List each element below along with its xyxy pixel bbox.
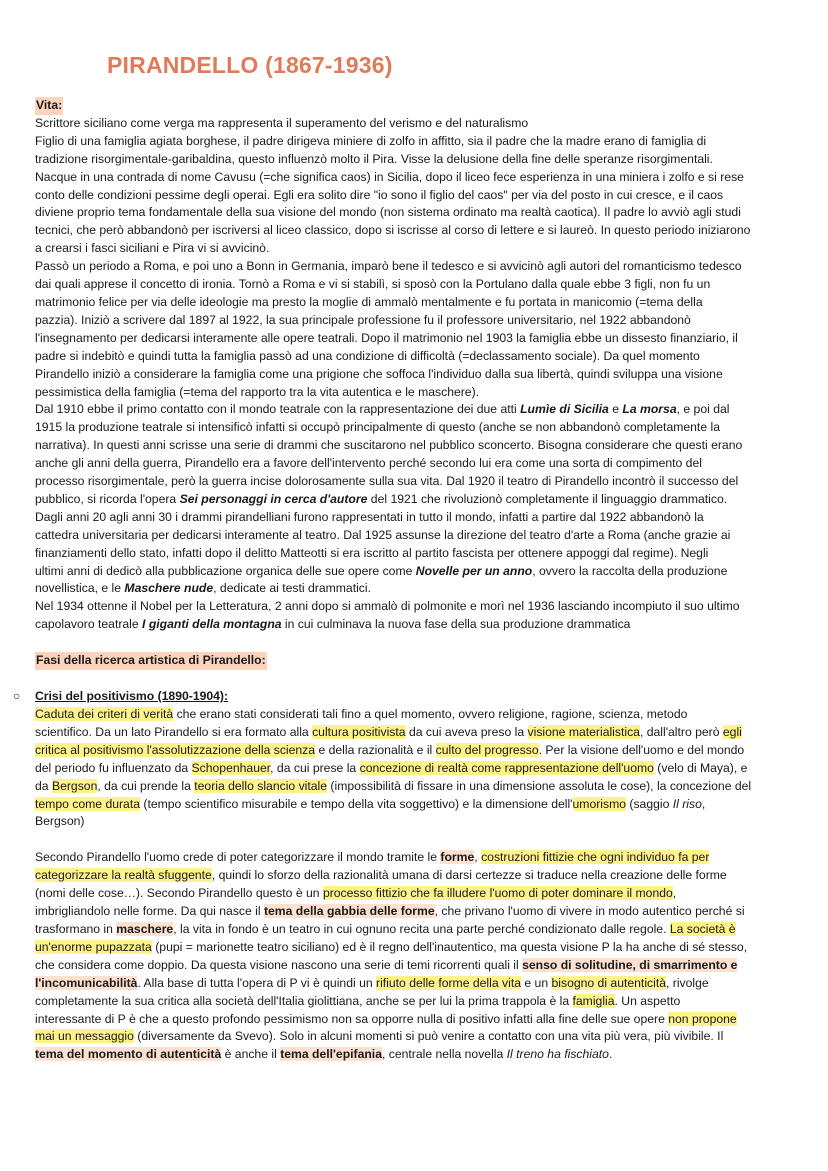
highlighted-text: tempo come durata — [35, 796, 141, 811]
bullet-circle-icon: ○ — [13, 689, 21, 704]
text-segment: anche gli anni della guerra, Pirandello era a favore dell'intervento perché secondo lui era come una sorta di compimento del — [35, 456, 702, 471]
text-segment: imbrigliandolo nelle forme. Da qui nasce il — [35, 904, 264, 919]
text-line — [35, 1011, 825, 1029]
text-segment: (diversamente da Svevo). Solo in alcuni momenti si può venire a contatto con una vita più vera, più vivibile. Il — [133, 1029, 724, 1044]
fasi-heading: Fasi della ricerca artistica di Pirandello: — [35, 652, 267, 670]
text-line — [35, 258, 825, 276]
text-line — [35, 222, 825, 240]
text-segment: . Alla base di tutta l'opera di P vi è quindi un — [137, 975, 377, 990]
text-segment: pessimistica della famiglia (=tema del rapporto tra la vita autentica e le maschere). — [35, 384, 480, 399]
text-line — [35, 276, 825, 294]
text-line — [35, 706, 825, 724]
text-line — [35, 348, 825, 366]
text-segment: interessante di P è che a questo profondo pessimismo non sa opporre nulla di positivo infatti alla fine delle sue opere — [35, 1011, 669, 1026]
text-segment: padre si indebitò e quindi tutta la famiglia passò ad una condizione di difficoltà (=declassamento sociale). Da quel momento — [35, 348, 700, 363]
text-segment: e un — [520, 975, 552, 990]
text-line — [35, 813, 825, 831]
highlighted-text: La morsa — [622, 402, 677, 417]
text-segment: l'insegnamento per dedicarsi interamente alle opere teatrali. Dopo il matrimonio nel 1903 la famiglia ebbe un dissesto finanziario, il — [35, 330, 738, 345]
text-segment: Dagli anni 20 agli anni 30 i drammi pirandelliani furono rappresentati in tutto il mondo, infatti a partire dal 1922 abbandonò la — [35, 509, 704, 524]
highlighted-text: Bergson — [51, 778, 98, 793]
highlighted-text: senso di solitudine, di smarrimento e — [522, 957, 738, 972]
text-line — [35, 760, 825, 778]
text-segment: , dedicate ai testi drammatici. — [213, 581, 371, 596]
text-line — [35, 545, 825, 563]
text-segment: Dal 1910 ebbe il primo contatto con il mondo teatrale con la rappresentazione dei due atti — [35, 402, 521, 417]
text-segment: 1915 la produzione teatrale si intensificò infatti si occupò principalmente di questo (anche se non abbandonò completamente la — [35, 420, 720, 435]
text-segment: finanziamenti dello stato, infatti dopo il delitto Matteotti si era iscritto al partito fascista per ottenere appoggi dal regime). Negli — [35, 545, 709, 560]
text-line — [35, 294, 825, 312]
highlighted-text: tema del momento di autenticità — [35, 1047, 222, 1062]
text-segment: conto delle condizioni pessime degli operai. Egli era solito dire "io sono il figlio del caos" per via del posto in cui cresce, e il caos — [35, 187, 724, 202]
text-line — [35, 1028, 825, 1046]
text-segment: (pupi = marionette teatro siciliano) ed è il regno dell'inautentico, ma questa visione P la ha anche di sé stesso, — [151, 939, 748, 954]
text-line — [35, 491, 825, 509]
text-line — [35, 366, 825, 384]
text-line — [35, 867, 825, 885]
highlighted-text: rifiuto delle forme della vita — [376, 975, 521, 990]
text-line — [35, 419, 825, 437]
text-segment: Figlio di una famiglia agiata borghese, il padre dirigeva miniere di zolfo in affitto, sia il padre che la madre erano di famiglia di — [35, 133, 707, 148]
text-segment: , la vita in fondo è un teatro in cui ognuno recita una parte perché condizionato dalle regole. — [173, 921, 670, 936]
text-segment: , ovvero la raccolta della produzione — [532, 563, 728, 578]
text-segment: , quindi lo sforzo della razionalità umana di darsi certezze si traduce nella creazione delle forme — [211, 868, 727, 883]
highlighted-text: Il treno ha fischiato — [506, 1047, 609, 1062]
highlighted-text: concezione di realtà come rappresentazione dell'uomo — [359, 760, 654, 775]
highlighted-text: critica al positivismo l'assolutizzazione della scienza — [35, 742, 316, 757]
crisi-heading: Crisi del positivismo (1890-1904): — [35, 689, 229, 704]
text-line — [35, 115, 825, 133]
text-segment: capolavoro teatrale — [35, 617, 143, 632]
text-line — [35, 437, 825, 455]
text-segment: cattedra universitaria per dedicarsi interamente al teatro. Dal 1925 assunse la direzione del teatro d'arte a Roma (anche grazie ai — [35, 527, 731, 542]
text-line — [35, 993, 825, 1011]
text-line — [35, 975, 825, 993]
highlighted-text: maschere — [116, 921, 174, 936]
text-line — [35, 330, 825, 348]
text-segment: che erano stati considerati tali fino a quel momento, ovvero religione, ragione, scienza, metodo — [173, 707, 688, 721]
highlighted-text: culto del progresso — [435, 742, 539, 757]
text-segment: (tempo scientifico misurabile e tempo della vita soggettivo) e la dimensione dell' — [140, 796, 573, 811]
text-segment: Pirandello iniziò a considerare la famiglia come una prigione che soffoca l'individuo dalla sua libertà, quindi sviluppa una visione — [35, 366, 723, 381]
text-segment: Nacque in una contrada di nome Cavusu (=che significa caos) in Sicilia, dopo il liceo fece esperienza in una miniera i zolfo e si rese — [35, 169, 744, 184]
text-line — [35, 903, 825, 921]
text-line — [35, 885, 825, 903]
text-segment: e — [608, 402, 623, 417]
highlighted-text: Caduta dei criteri di verità — [35, 707, 174, 721]
highlighted-text: egli — [722, 724, 742, 739]
vita-paragraph — [35, 115, 825, 634]
text-segment: novellistica, e le — [35, 581, 125, 596]
text-line — [35, 204, 825, 222]
text-line — [35, 509, 825, 527]
highlighted-text: teoria dello slancio vitale — [194, 778, 328, 793]
highlighted-text: famiglia — [572, 993, 615, 1008]
highlighted-text: Il riso — [672, 796, 702, 811]
text-segment: , — [474, 850, 482, 865]
text-segment: diviene proprio tema fondamentale della sua visione del mondo (non sistema ordinato ma realtà caotica). Il padre lo avviò agli studi — [35, 205, 741, 220]
text-segment: Scrittore siciliano come verga ma rappresenta il superamento del verismo e del naturalismo — [35, 115, 529, 130]
text-line — [35, 796, 825, 814]
text-segment: da — [35, 778, 52, 793]
highlighted-text: Sei personaggi in cerca d'autore — [179, 491, 368, 506]
highlighted-text: un'enorme pupazzata — [35, 939, 152, 954]
text-segment: ultimi anni di dedicò alla pubblicazione organica delle sue opere come — [35, 563, 416, 578]
text-segment: . Per la visione dell'uomo e del mondo — [538, 742, 745, 757]
vita-heading: Vita: — [35, 97, 63, 115]
crisi-paragraph — [35, 706, 825, 831]
highlighted-text: forme — [440, 850, 475, 865]
text-line — [35, 598, 825, 616]
text-segment: pazzia). Iniziò a scrivere dal 1897 al 1922, la sua principale professione fu il professore universitario, nel 1922 abbandonò — [35, 312, 691, 327]
text-segment: tradizione risorgimentale-garibaldina, questo influenzò molto il Pira. Visse la delusione della fine delle speranze risorgimentali. — [35, 151, 713, 166]
text-segment: del periodo fu influenzato da — [35, 760, 192, 775]
text-line — [35, 169, 825, 187]
text-line — [35, 939, 825, 957]
page-title: PIRANDELLO (1867-1936) — [107, 52, 393, 78]
highlighted-text: processo fittizio che fa illudere l'uomo di poter dominare il mondo — [322, 886, 673, 901]
text-line — [35, 151, 825, 169]
text-line — [35, 957, 825, 975]
text-segment: completamente la sua critica alla società dell'Italia giolittiana, anche se per lui la prima trappola è la — [35, 993, 573, 1008]
text-segment: del 1921 che rivoluzionò completamente il linguaggio drammatico. — [367, 491, 728, 506]
forme-paragraph — [35, 849, 825, 1064]
text-segment: , dall'altro però — [639, 724, 723, 739]
text-line — [35, 527, 825, 545]
text-line — [35, 401, 825, 419]
highlighted-text: l'incomunicabilità — [35, 975, 138, 990]
text-segment: , da cui prese la — [270, 760, 360, 775]
highlighted-text: Maschere nude — [124, 581, 214, 596]
text-segment: e della razionalità e il — [315, 742, 436, 757]
fasi-heading-row — [35, 652, 825, 670]
text-segment: a crearsi i fasci siciliani e Pira vi si avvicinò. — [35, 241, 270, 256]
text-line — [35, 742, 825, 760]
highlighted-text: cultura positivista — [312, 724, 406, 739]
text-segment: da cui aveva preso la — [405, 724, 528, 739]
text-line — [35, 616, 825, 634]
text-segment: (saggio — [626, 796, 673, 811]
vita-heading-row — [35, 97, 825, 115]
text-segment: che considera come doppio. Da questa visione nascono una serie di temi ricorrenti quali il — [35, 957, 523, 972]
text-line — [35, 187, 825, 205]
highlighted-text: tema dell'epifania — [280, 1047, 382, 1062]
text-segment: Secondo Pirandello l'uomo crede di poter categorizzare il mondo tramite le — [35, 850, 441, 865]
highlighted-text: non propone — [668, 1011, 737, 1026]
text-segment: , — [672, 886, 677, 901]
highlighted-text: umorismo — [572, 796, 627, 811]
highlighted-text: bisogno di autenticità — [551, 975, 666, 990]
text-segment: (nomi delle cose…). Secondo Pirandello questo è un — [35, 886, 323, 901]
text-segment: , rivolge — [666, 975, 709, 990]
text-line — [35, 724, 825, 742]
text-line — [35, 473, 825, 491]
highlighted-text: mai un messaggio — [35, 1029, 134, 1044]
highlighted-text: costruzioni fittizie che ogni individuo fa per — [481, 850, 710, 865]
text-segment: , e poi dal — [676, 402, 730, 417]
text-line — [35, 312, 825, 330]
text-segment: , che privano l'uomo di vivere in modo autentico perché si — [434, 904, 745, 919]
text-line — [35, 580, 825, 598]
text-line — [35, 921, 825, 939]
highlighted-text: categorizzare la realtà sfuggente — [35, 868, 212, 883]
highlighted-text: visione materialistica — [527, 724, 640, 739]
highlighted-text: Novelle per un anno — [415, 563, 533, 578]
text-segment: matrimonio felice per via delle ideologie ma presto la moglie di ammalò mentalmente e fu portata in manicomio (=tema della — [35, 294, 703, 309]
text-line — [35, 849, 825, 867]
text-segment: è anche il — [221, 1047, 281, 1062]
text-segment: , — [701, 796, 706, 811]
text-segment: narrativa). In questi anni scrisse una serie di drammi che suscitarono nel pubblico sconcerto. Bisogna considerare che questi erano — [35, 438, 743, 453]
text-line — [35, 778, 825, 796]
highlighted-text: tema della gabbia delle forme — [263, 904, 435, 919]
text-segment: , da cui prende la — [97, 778, 195, 793]
text-segment: Bergson) — [35, 814, 85, 829]
crisi-section — [13, 688, 825, 831]
text-line — [35, 563, 825, 581]
highlighted-text: Schopenhauer — [191, 760, 271, 775]
text-line — [35, 384, 825, 402]
document-body — [13, 97, 825, 1064]
text-line — [35, 1046, 825, 1064]
text-segment: Nel 1934 ottenne il Nobel per la Letteratura, 2 anni dopo si ammalò di polmonite e morì nel 1936 lasciando incompiuto il suo ultimo — [35, 599, 740, 614]
text-line — [35, 133, 825, 151]
text-segment: . Un aspetto — [614, 993, 681, 1008]
highlighted-text: Lumìe di Sicilia — [520, 402, 609, 417]
highlighted-text: I giganti della montagna — [142, 617, 282, 632]
text-segment: scientifico. Da un lato Pirandello si era formato alla — [35, 724, 313, 739]
text-line — [35, 455, 825, 473]
text-segment: processo risorgimentale, però la guerra incise dolorosamente sulla sua vita. Dal 1920 il teatro di Pirandello incontrò il successo del — [35, 474, 739, 489]
text-segment: , centrale nella novella — [381, 1047, 507, 1062]
text-segment: . — [608, 1047, 613, 1062]
text-segment: Passò un periodo a Roma, e poi uno a Bonn in Germania, imparò bene il tedesco e si avvicinò agli autori del romanticismo tedesco — [35, 259, 742, 274]
text-segment: trasformano in — [35, 921, 117, 936]
text-segment: pubblico, si ricorda l'opera — [35, 491, 180, 506]
highlighted-text: La società è — [669, 921, 736, 936]
text-segment: (velo di Maya), e — [653, 760, 748, 775]
text-segment: dai quali apprese il concetto di ironia. Tornò a Roma e vi si stabilì, si sposò con la Portulano dalla quale ebbe 3 figli, non fu un — [35, 277, 711, 292]
text-line — [35, 240, 825, 258]
text-segment: (impossibilità di fissare in una dimensione assoluta le cose), la concezione del — [327, 778, 752, 793]
text-segment: tecnici, che però abbandonò per iscriversi al liceo classico, dopo si iscrisse al corso di lettere e si laureò. In questo periodo iniziarono — [35, 223, 751, 238]
text-segment: in cui culminava la nuova fase della sua produzione drammatica — [281, 617, 631, 632]
